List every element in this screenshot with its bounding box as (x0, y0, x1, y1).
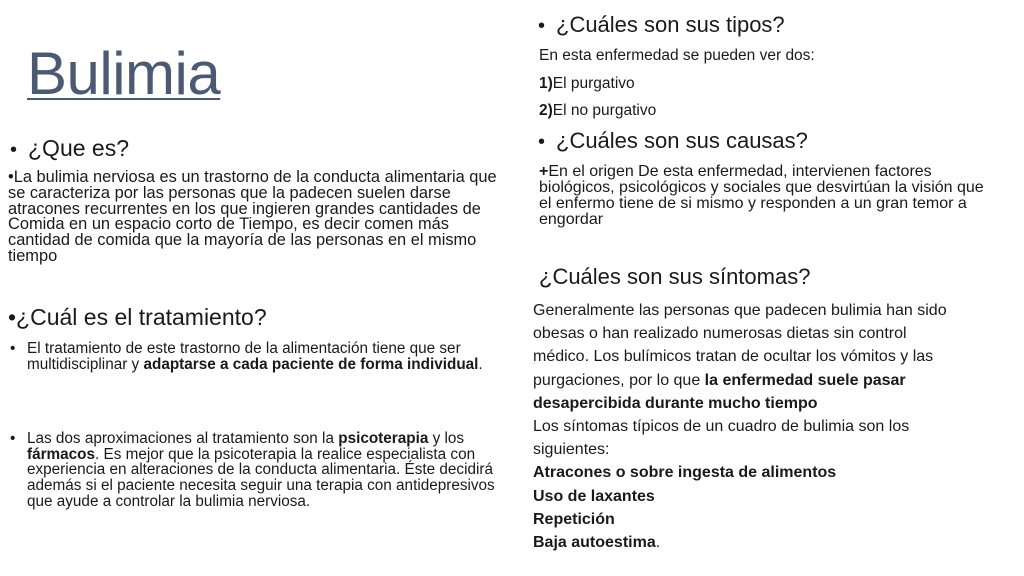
bullet: • (538, 131, 546, 153)
heading-sintomas: ¿Cuáles son sus síntomas? (539, 264, 811, 289)
heading-que-es-text: ¿Que es? (28, 135, 129, 161)
heading-causas (538, 128, 808, 155)
heading-tipos (538, 12, 785, 39)
treatment-item-2: • Las dos aproximaciones al tratamiento son la psicoterapia y los fármacos. Es mejor que la psicoterapia la realice especialista con experiencia en alteraciones de la conducta alimentaria. Éste decidirá además si el paciente necesita seguir una terapia con antidepresivos que ayude a controlar la bulimia nerviosa. (10, 431, 513, 509)
definition-paragraph (8, 170, 498, 265)
heading-que-es (10, 134, 129, 164)
heading-tipos-text: ¿Cuáles son sus tipos? (556, 12, 785, 37)
types-intro: En esta enfermedad se pueden ver dos: (539, 47, 815, 64)
treatment-item-1: • El tratamiento de este trastorno de la alimentación tiene que ser multidisciplinar y adaptarse a cada paciente de forma individual. (10, 341, 513, 372)
bullet: • (538, 15, 546, 37)
heading-tratamiento: •¿Cuál es el tratamiento? (8, 304, 267, 330)
type-item-2: 2)El no purgativo (539, 102, 657, 119)
bold-emphasis: adaptarse a cada paciente de forma individual (143, 355, 479, 373)
symptom-item: Baja autoestima (533, 534, 656, 552)
bold-farmacos: fármacos (27, 445, 96, 463)
symptom-item: Atracones o sobre ingesta de alimentos (533, 464, 837, 482)
paragraph-bullet: • (8, 168, 14, 186)
bold-emphasis: la enfermedad suele pasar desapercibida durante mucho tiempo (533, 371, 906, 412)
symptom-item: Repetición (533, 510, 615, 528)
definition-text: La bulimia nerviosa es un trastorno de la conducta alimentaria que se caracteriza por las personas que la padecen suelen darse atracones recurrentes en los que ingieren grandes cantidades de Comida en un espacio corto de Tiempo, es decir comen más cantidad de comida que la mayoría de las personas en el mismo tiempo (8, 168, 497, 265)
causes-paragraph: +En el origen De esta enfermedad, intervienen factores biológicos, psicológicos y sociales que desvirtúan la visión que el enfermo tiene de si mismo y responden a un gran temor a engordar (539, 163, 984, 228)
slide-title: Bulimia (27, 40, 221, 107)
type-item-1: 1)El purgativo (539, 75, 635, 92)
bold-psicoterapia: psicoterapia (338, 430, 429, 448)
symptoms-paragraph: Generalmente las personas que padecen bulimia han sido obesas o han realizado numerosas dietas sin control médico. Los bulímicos tratan de ocultar los vómitos y las purgaciones, por lo que la enfermedad suele pasar desapercibida durante mucho tiempo Los síntomas típicos de un cuadro de bulimia son los siguientes: Atracones o sobre ingesta de alimentos Uso de laxantes Repetición Baja autoestima. (533, 302, 947, 552)
bullet: • (10, 139, 18, 161)
heading-causas-text: ¿Cuáles son sus causas? (556, 128, 808, 153)
symptom-item: Uso de laxantes (533, 487, 655, 505)
